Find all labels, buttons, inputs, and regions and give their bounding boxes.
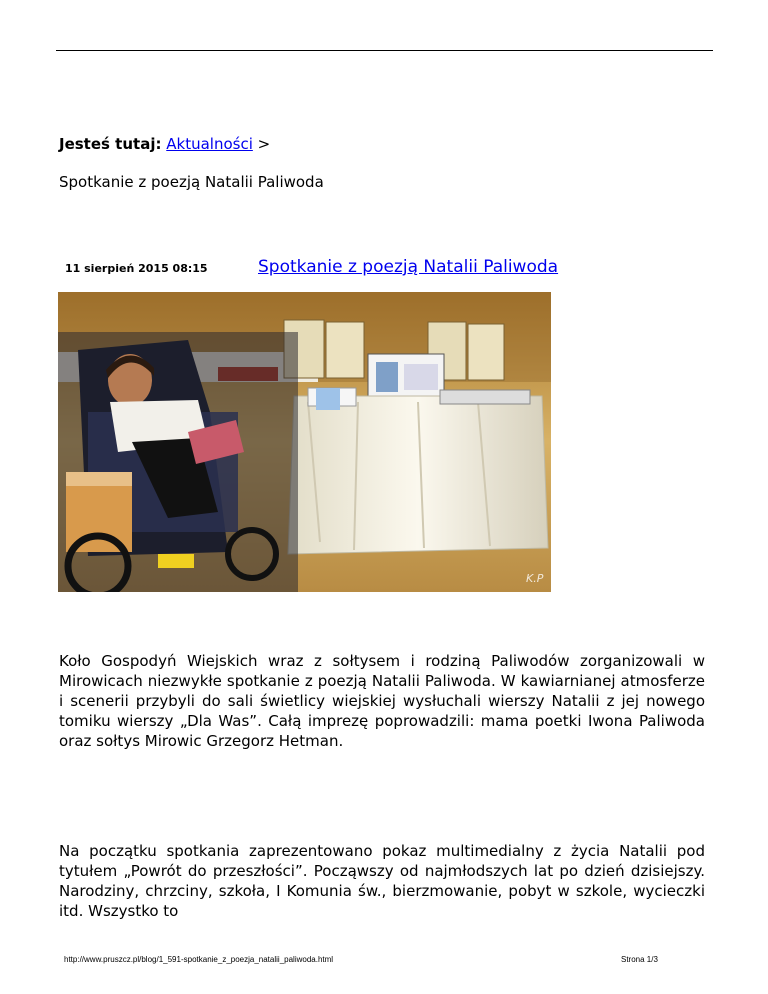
article-paragraph: Koło Gospodyń Wiejskich wraz z sołtysem i rodziną Paliwodów zorganizowali w Mirowicach niezwykłe spotkanie z poezją Natalii Paliwoda. W kawiarnianej atmosferze i scenerii przybyli do sali świetlicy wiejskiej wysłuchali wierszy Natalii z jej nowego tomiku wierszy „Dla Was”. Całą imprezę poprowadzili: mama poetki Iwona Paliwoda oraz sołtys Mirowic Grzegorz Hetman. [59, 652, 705, 750]
page-title: Spotkanie z poezją Natalii Paliwoda [59, 173, 324, 191]
breadcrumb-lead: Jesteś tutaj: [59, 135, 162, 153]
breadcrumb [59, 134, 270, 154]
post-date: 11 sierpień 2015 08:15 [65, 262, 208, 275]
breadcrumb-link-news[interactable]: Aktualności [166, 135, 253, 153]
breadcrumb-separator: > [257, 135, 271, 153]
header-rule [56, 50, 713, 51]
footer-url: http://www.pruszcz.pl/blog/1_591-spotkanie_z_poezja_natalii_paliwoda.html [64, 955, 334, 964]
post-photo [58, 292, 551, 592]
post-title-link[interactable]: Spotkanie z poezją Natalii Paliwoda [258, 257, 559, 277]
footer-page-number: Strona 1/3 [621, 955, 658, 964]
article-paragraph: Na początku spotkania zaprezentowano pokaz multimedialny z życia Natalii pod tytułem „Powrót do przeszłości”. Począwszy od najmłodszych lat po dzień dzisiejszy. Narodziny, chrzciny, szkoła, I Komunia św., bierzmowanie, pobyt w szkole, wycieczki itd. Wszystko to [59, 842, 705, 920]
photo-watermark: K.P [526, 572, 544, 585]
